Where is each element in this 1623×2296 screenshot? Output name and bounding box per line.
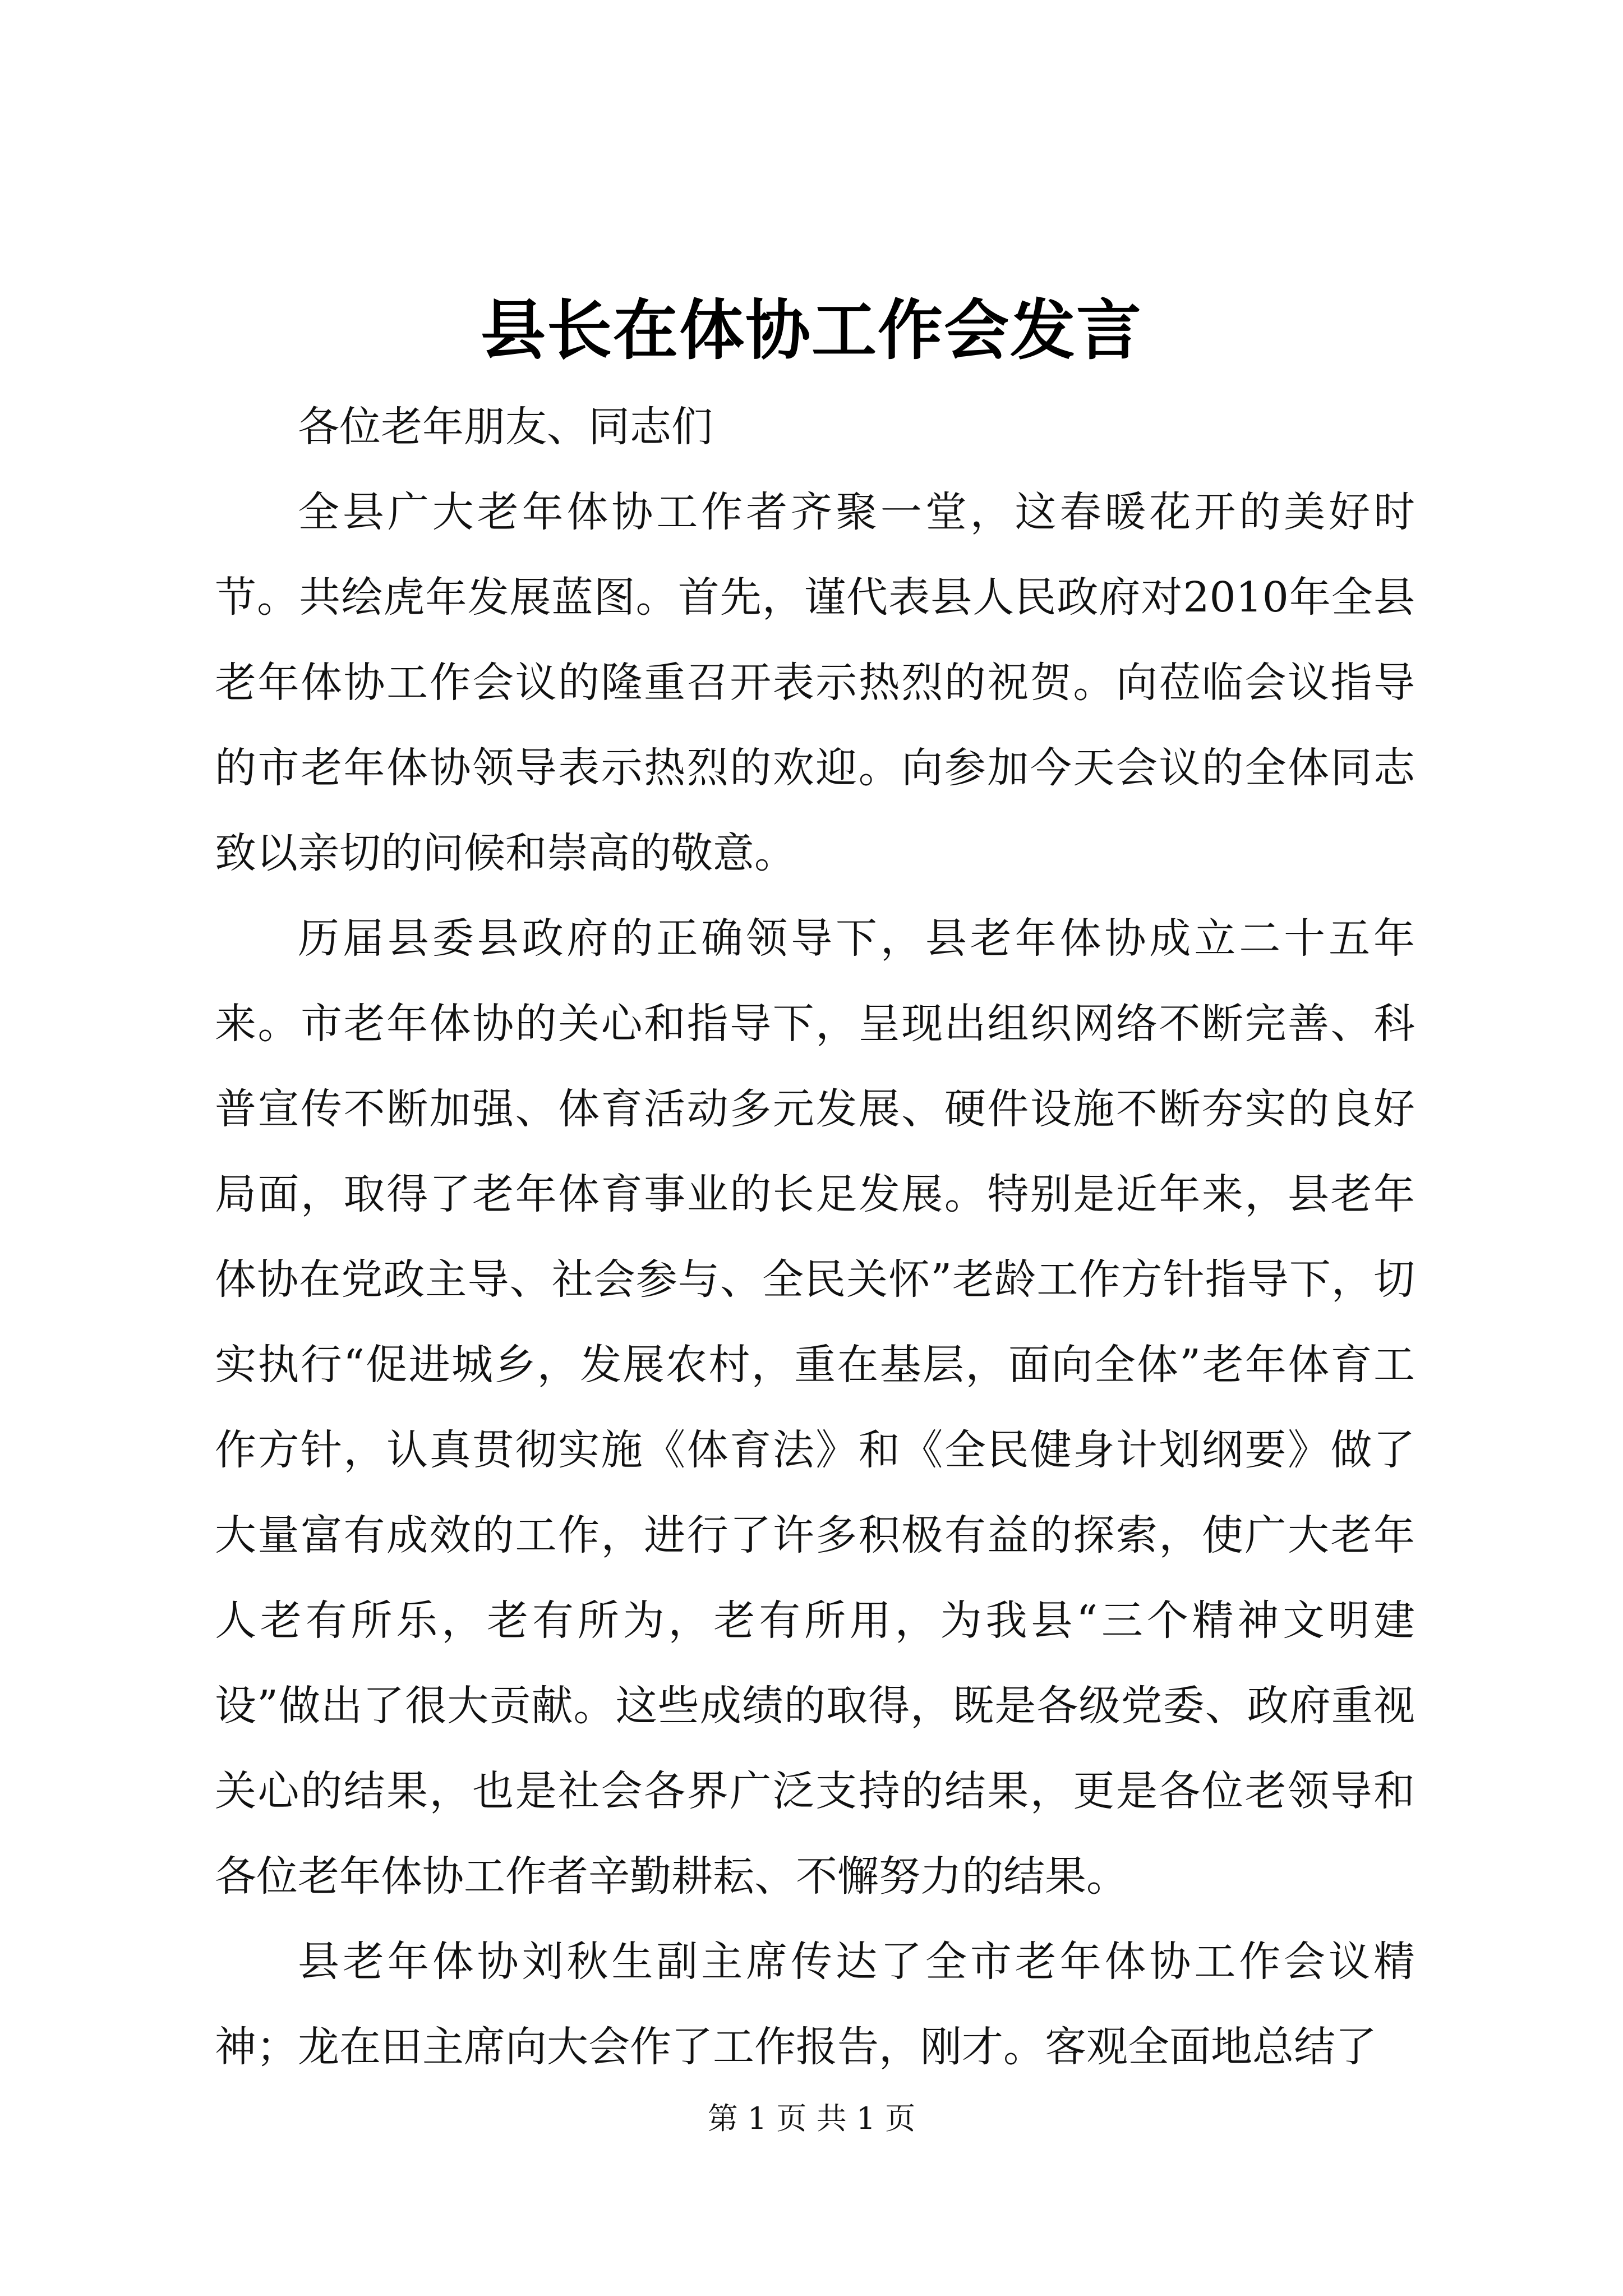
page-footer: 第 1 页 共 1 页 <box>707 2101 916 2136</box>
greeting-line: 各位老年朋友、同志们 <box>298 403 713 451</box>
paragraph-1: 全县广大老年体协工作者齐聚一堂，这春暖花开的美好时节。共绘虎年发展蓝图。首先，谨代表县人民政府对2010年全县老年体协工作会议的隆重召开表示热烈的祝贺。向莅临会议指导的市老年体协领导表示热烈的欢迎。向参加今天会议的全体同志致以亲切的问候和崇高的敬意。 <box>215 488 1415 877</box>
paragraph-2: 历届县委县政府的正确领导下，县老年体协成立二十五年来。市老年体协的关心和指导下，呈现出组织网络不断完善、科普宣传不断加强、体育活动多元发展、硬件设施不断夯实的良好局面，取得了老年体育事业的长足发展。特别是近年来，县老年体协在党政主导、社会参与、全民关怀”老龄工作方针指导下，切实执行“促进城乡，发展农村，重在基层，面向全体”老年体育工作方针，认真贯彻实施《体育法》和《全民健身计划纲要》做了大量富有成效的工作，进行了许多积极有益的探索，使广大老年人老有所乐，老有所为，老有所用，为我县“三个精神文明建设”做出了很大贡献。这些成绩的取得，既是各级党委、政府重视关心的结果，也是社会各界广泛支持的结果，更是各位老领导和各位老年体协工作者辛勤耕耘、不懈努力的结果。 <box>215 914 1415 1901</box>
document-body <box>215 384 1415 2090</box>
paragraph-3: 县老年体协刘秋生副主席传达了全市老年体协工作会议精神；龙在田主席向大会作了工作报告，刚才。客观全面地总结了 <box>215 1938 1415 2071</box>
document-title: 县长在体协工作会发言 <box>481 293 1142 369</box>
